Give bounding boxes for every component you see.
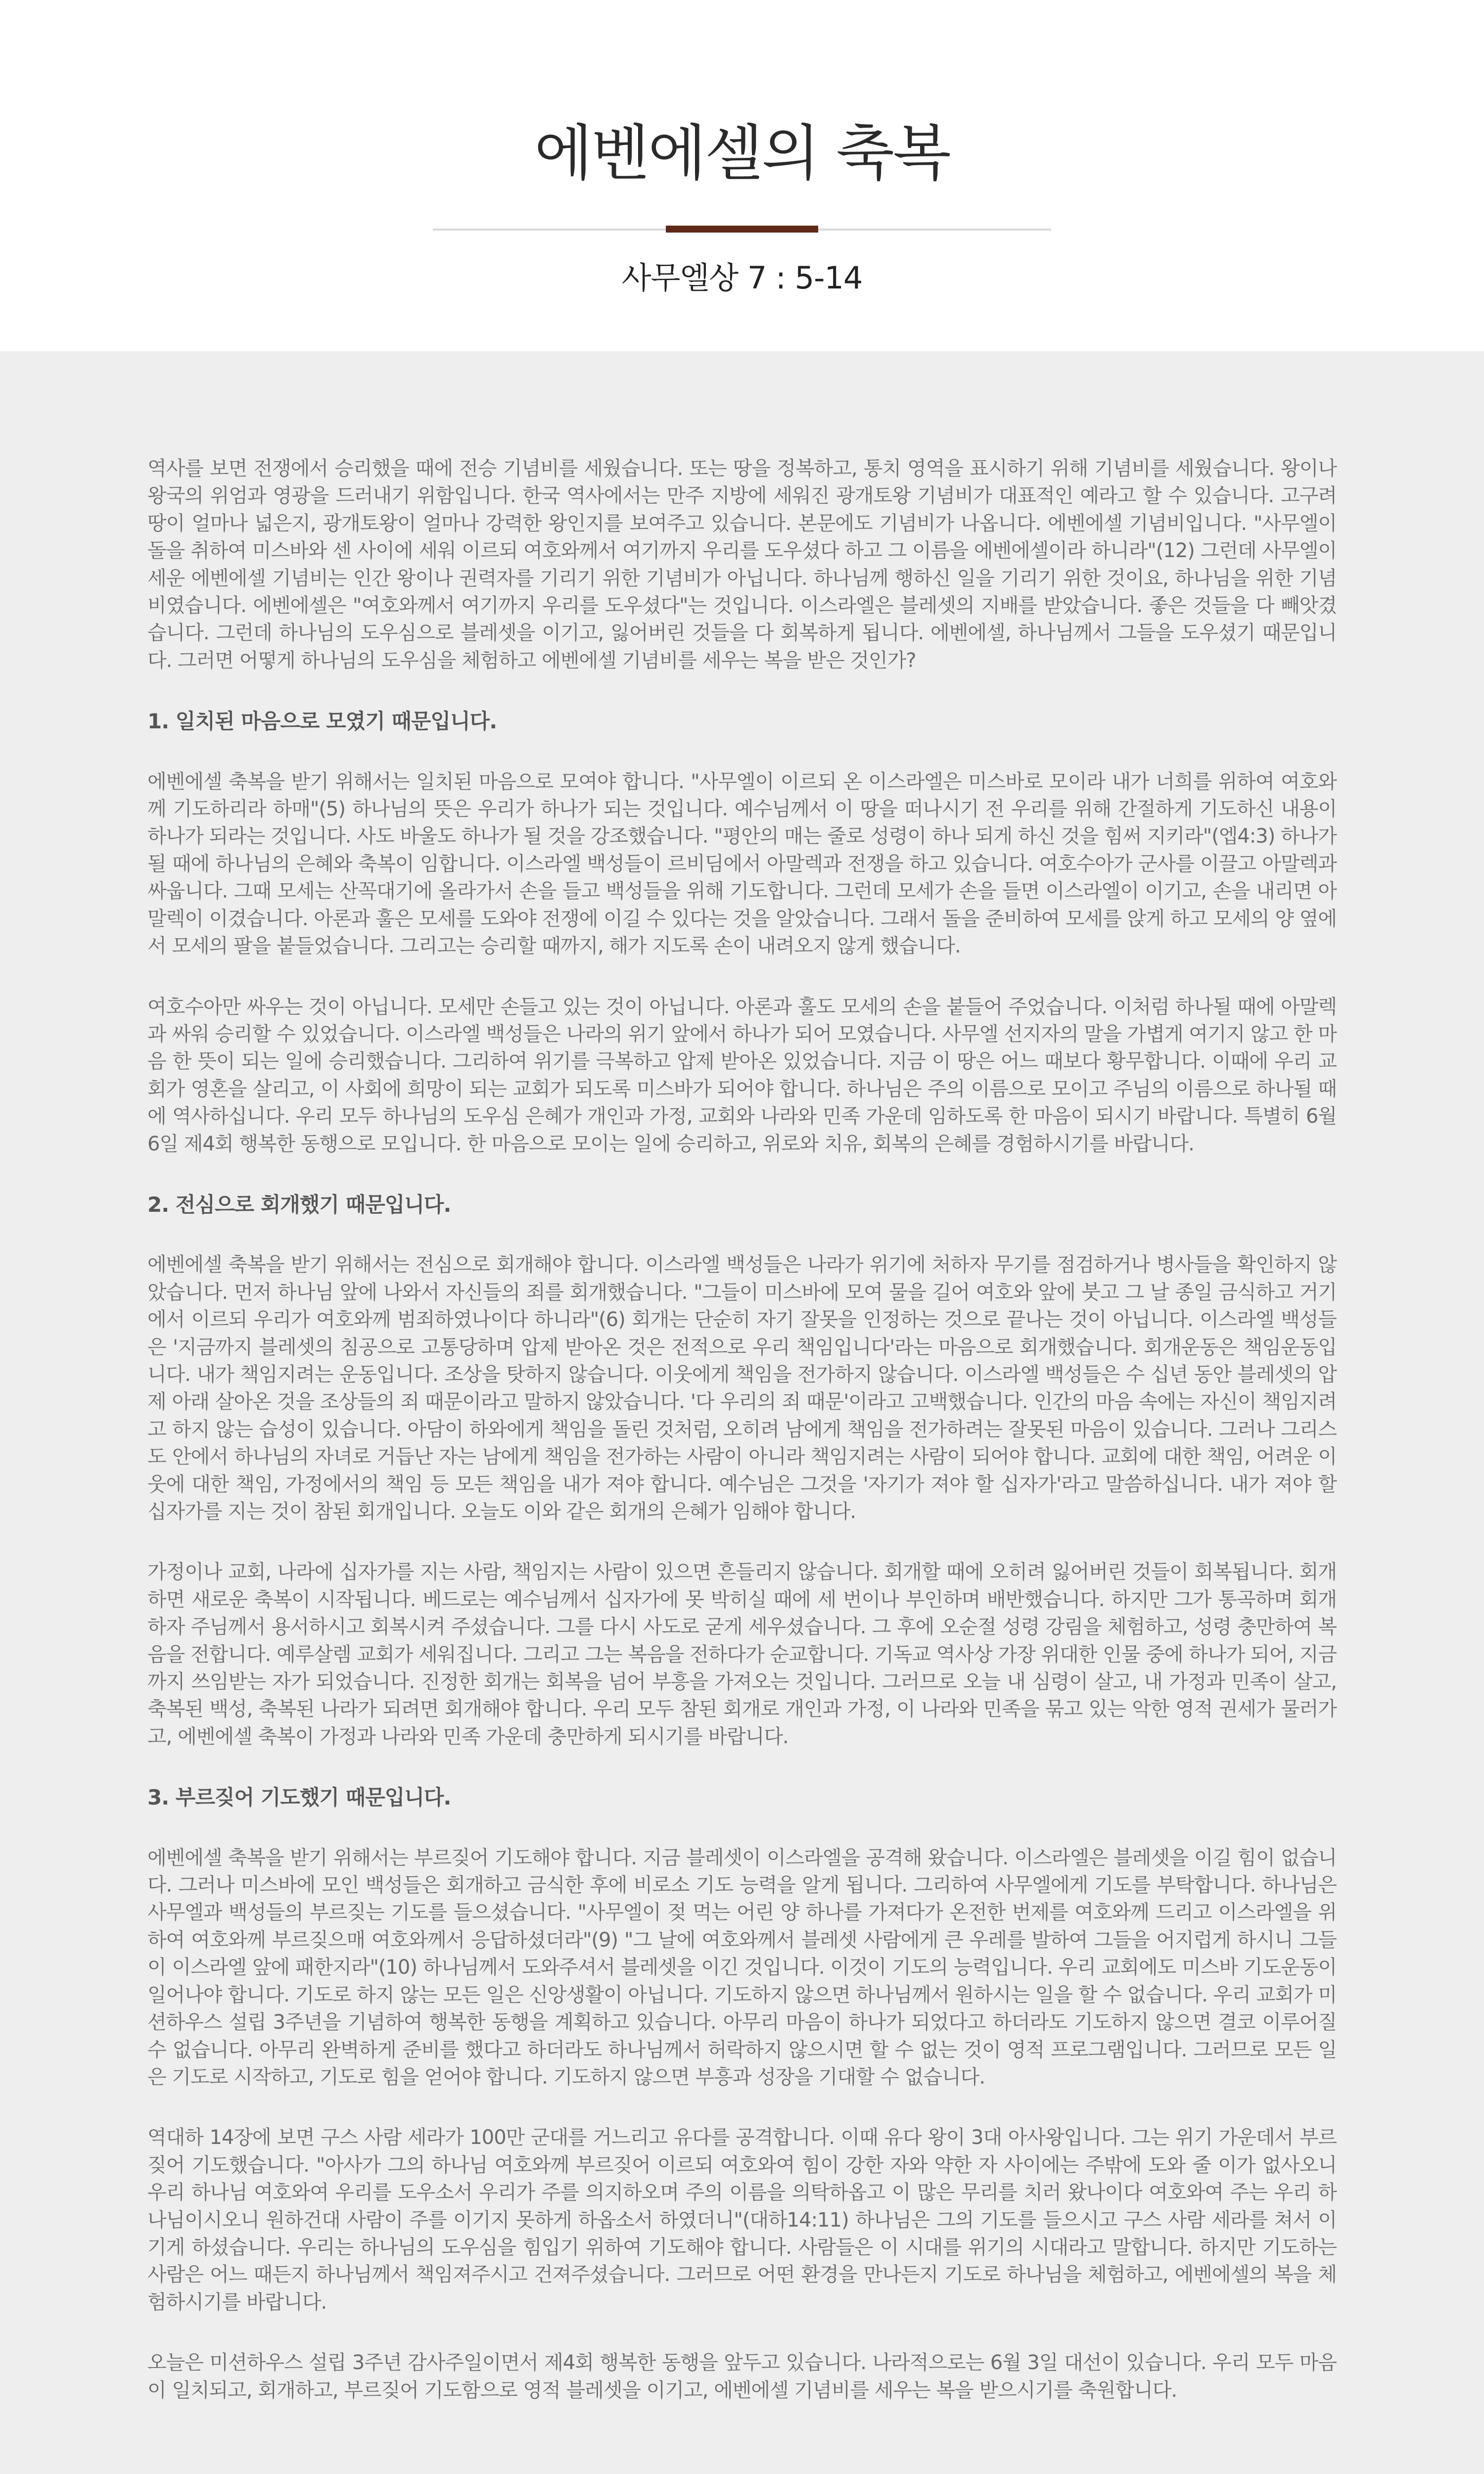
section-heading-1: 1. 일치된 마음으로 모였기 때문입니다.	[147, 709, 497, 734]
title-accent-bar	[666, 226, 818, 233]
paragraph: 가정이나 교회, 나라에 십자가를 지는 사람, 책임지는 사람이 있으면 흔들리지 않습니다. 회개할 때에 오히려 잃어버린 것들이 회복됩니다. 회개하면 새로운 축복이 시작됩니다. 베드로는 예수님께서 십자가에 못 박히실 때에 세 번이나 부인하며 배반했습니다. 하지만 그가 통곡하며 회개하자 주님께서 용서하시고 회복시켜 주셨습니다. 그를 다시 사도로 굳게 세우셨습니다. 그 후에 오순절 성령 강림을 체험하고, 성령 충만하여 복음을 전합니다. 예루살렘 교회가 세워집니다. 그리고 그는 복음을 전하다가 순교합니다. 기독교 역사상 가장 위대한 인물 중에 하나가 되어, 지금까지 쓰임받는 자가 되었습니다. 진정한 회개는 회복을 넘어 부흥을 가져오는 것입니다. 그러므로 오늘 내 심령이 살고, 내 가정과 민족이 살고, 축복된 백성, 축복된 나라가 되려면 회개해야 합니다. 우리 모두 참된 회개로 개인과 가정, 이 나라와 민족을 묶고 있는 악한 영적 권세가 물러가고, 에벤에셀 축복이 가정과 나라와 민족 가운데 충만하게 되시기를 바랍니다.	[147, 1561, 1337, 1748]
header	[0, 0, 1484, 351]
page-title: 에벤에셀의 축복	[534, 118, 950, 189]
paragraph: 여호수아만 싸우는 것이 아닙니다. 모세만 손들고 있는 것이 아닙니다. 아론과 훌도 모세의 손을 붙들어 주었습니다. 이처럼 하나될 때에 아말렉과 싸워 승리할 수 있었습니다. 이스라엘 백성들은 나라의 위기 앞에서 하나가 되어 모였습니다. 사무엘 선지자의 말을 가볍게 여기지 않고 한 마음 한 뜻이 되는 일에 승리했습니다. 그리하여 위기를 극복하고 압제 받아온 있었습니다. 지금 이 땅은 어느 때보다 황무합니다. 이때에 우리 교회가 영혼을 살리고, 이 사회에 희망이 되는 교회가 되도록 미스바가 되어야 합니다. 하나님은 주의 이름으로 모이고 주님의 이름으로 하나될 때에 역사하십니다. 우리 모두 하나님의 도우심 은혜가 개인과 가정, 교회와 나라와 민족 가운데 임하도록 한 마음이 되시기 바랍니다. 특별히 6월 6일 제4회 행복한 동행으로 모입니다. 한 마음으로 모이는 일에 승리하고, 위로와 치유, 회복의 은혜를 경험하시기를 바랍니다.	[147, 995, 1337, 1155]
paragraph: 에벤에셀 축복을 받기 위해서는 전심으로 회개해야 합니다. 이스라엘 백성들은 나라가 위기에 처하자 무기를 점검하거나 병사들을 확인하지 않았습니다. 먼저 하나님 앞에 나와서 자신들의 죄를 회개했습니다. "그들이 미스바에 모여 물을 길어 여호와 앞에 붓고 그 날 종일 금식하고 거기에서 이르되 우리가 여호와께 범죄하였나이다 하니라"(6) 회개는 단순히 자기 잘못을 인정하는 것으로 끝나는 것이 아닙니다. 이스라엘 백성들은 '지금까지 블레셋의 침공으로 고통당하며 압제 받아온 것은 전적으로 우리 책임입니다'라는 마음으로 회개했습니다. 회개운동은 책임운동입니다. 내가 책임지려는 운동입니다. 조상을 탓하지 않습니다. 이웃에게 책임을 전가하지 않습니다. 이스라엘 백성들은 수 십년 동안 블레셋의 압제 아래 살아온 것을 조상들의 죄 때문이라고 말하지 않았습니다. '다 우리의 죄 때문'이라고 고백했습니다. 인간의 마음 속에는 자신이 책임지려고 하지 않는 습성이 있습니다. 아담이 하와에게 책임을 돌린 것처럼, 오히려 남에게 책임을 전가하려는 잘못된 마음이 있습니다. 그러나 그리스도 안에서 하나님의 자녀로 거듭난 자는 남에게 책임을 전가하는 사람이 아니라 책임지려는 사람이 되어야 합니다. 교회에 대한 책임, 어려운 이웃에 대한 책임, 가정에서의 책임 등 모든 책임을 내가 져야 합니다. 예수님은 그것을 '자기가 져야 할 십자가'라고 말씀하십니다. 내가 져야 할 십자가를 지는 것이 참된 회개입니다. 오늘도 이와 같은 회개의 은혜가 임해야 합니다.	[147, 1253, 1337, 1523]
paragraph: 에벤에셀 축복을 받기 위해서는 일치된 마음으로 모여야 합니다. "사무엘이 이르되 온 이스라엘은 미스바로 모이라 내가 너희를 위하여 여호와께 기도하리라 하매"(5) 하나님의 뜻은 우리가 하나가 되는 것입니다. 예수님께서 이 땅을 떠나시기 전 우리를 위해 간절하게 기도하신 내용이 하나가 되라는 것입니다. 사도 바울도 하나가 될 것을 강조했습니다. "평안의 매는 줄로 성령이 하나 되게 하신 것을 힘써 지키라"(엡4:3) 하나가 될 때에 하나님의 은혜와 축복이 임합니다. 이스라엘 백성들이 르비딤에서 아말렉과 전쟁을 하고 있습니다. 여호수아가 군사를 이끌고 아말렉과 싸웁니다. 그때 모세는 산꼭대기에 올라가서 손을 들고 백성들을 위해 기도합니다. 그런데 모세가 손을 들면 이스라엘이 이기고, 손을 내리면 아말렉이 이겼습니다. 아론과 훌은 모세를 도와야 전쟁에 이길 수 있다는 것을 알았습니다. 그래서 돌을 준비하여 모세를 앉게 하고 모세의 양 옆에서 모세의 팔을 붙들었습니다. 그리고는 승리할 때까지, 해가 지도록 손이 내려오지 않게 했습니다.	[147, 770, 1337, 958]
paragraph-closing: 오늘은 미션하우스 설립 3주년 감사주일이면서 제4회 행복한 동행을 앞두고 있습니다. 나라적으로는 6월 3일 대선이 있습니다. 우리 모두 마음이 일치되고, 회개하고, 부르짖어 기도함으로 영적 블레셋을 이기고, 에벤에셀 기념비를 세우는 복을 받으시기를 축원합니다.	[147, 2351, 1337, 2402]
section-heading-2: 2. 전심으로 회개했기 때문입니다.	[147, 1192, 451, 1217]
paragraph: 역대하 14장에 보면 구스 사람 세라가 100만 군대를 거느리고 유다를 공격합니다. 이때 유다 왕이 3대 아사왕입니다. 그는 위기 가운데서 부르짖어 기도했습니다. "아사가 그의 하나님 여호와께 부르짖어 이르되 여호와여 힘이 강한 자와 약한 자 사이에는 주밖에 도와 줄 이가 없사오니 우리 하나님 여호와여 우리를 도우소서 우리가 주를 의지하오며 주의 이름을 의탁하옵고 이 많은 무리를 치러 왔나이다 여호와여 주는 우리 하나님이시오니 원하건대 사람이 주를 이기지 못하게 하옵소서 하였더니"(대하14:11) 하나님은 그의 기도를 들으시고 구스 사람 세라를 쳐서 이기게 하셨습니다. 우리는 하나님의 도우심을 힘입기 위하여 기도해야 합니다. 사람들은 이 시대를 위기의 시대라고 말합니다. 하지만 기도하는 사람은 어느 때든지 하나님께서 책임져주시고 건져주셨습니다. 그러므로 어떤 환경을 만나든지 기도로 하나님을 체험하고, 에벤에셀의 복을 체험하시기를 바랍니다.	[147, 2126, 1337, 2314]
paragraph-intro: 역사를 보면 전쟁에서 승리했을 때에 전승 기념비를 세웠습니다. 또는 땅을 정복하고, 통치 영역을 표시하기 위해 기념비를 세웠습니다. 왕이나 왕국의 위엄과 영광을 드러내기 위함입니다. 한국 역사에서는 만주 지방에 세워진 광개토왕 기념비가 대표적인 예라고 할 수 있습니다. 고구려 땅이 얼마나 넓은지, 광개토왕이 얼마나 강력한 왕인지를 보여주고 있습니다. 본문에도 기념비가 나옵니다. 에벤에셀 기념비입니다. "사무엘이 돌을 취하여 미스바와 센 사이에 세워 이르되 여호와께서 여기까지 우리를 도우셨다 하고 그 이름을 에벤에셀이라 하니라"(12) 그런데 사무엘이 세운 에벤에셀 기념비는 인간 왕이나 권력자를 기리기 위한 기념비가 아닙니다. 하나님께 행하신 일을 기리기 위한 것이요, 하나님을 위한 기념비였습니다. 에벤에셀은 "여호와께서 여기까지 우리를 도우셨다"는 것입니다. 이스라엘은 블레셋의 지배를 받았습니다. 좋은 것들을 다 빼앗겼습니다. 그런데 하나님의 도우심으로 블레셋을 이기고, 잃어버린 것들을 다 회복하게 됩니다. 에벤에셀, 하나님께서 그들을 도우셨기 때문입니다. 그러면 어떻게 하나님의 도우심을 체험하고 에벤에셀 기념비를 세우는 복을 받은 것인가?	[147, 457, 1337, 672]
sermon-body	[147, 455, 1337, 2404]
paragraph: 에벤에셀 축복을 받기 위해서는 부르짖어 기도해야 합니다. 지금 블레셋이 이스라엘을 공격해 왔습니다. 이스라엘은 블레셋을 이길 힘이 없습니다. 그러나 미스바에 모인 백성들은 회개하고 금식한 후에 비로소 기도 능력을 알게 됩니다. 그리하여 사무엘에게 기도를 부탁합니다. 하나님은 사무엘과 백성들의 부르짖는 기도를 들으셨습니다. "사무엘이 젖 먹는 어린 양 하나를 가져다가 온전한 번제를 여호와께 드리고 이스라엘을 위하여 여호와께 부르짖으매 여호와께서 응답하셨더라"(9) "그 날에 여호와께서 블레셋 사람에게 큰 우레를 발하여 그들을 어지럽게 하시니 그들이 이스라엘 앞에 패한지라"(10) 하나님께서 도와주셔서 블레셋을 이긴 것입니다. 이것이 기도의 능력입니다. 우리 교회에도 미스바 기도운동이 일어나야 합니다. 기도로 하지 않는 모든 일은 신앙생활이 아닙니다. 기도하지 않으면 하나님께서 원하시는 일을 할 수 없습니다. 우리 교회가 미션하우스 설립 3주년을 기념하여 행복한 동행을 계획하고 있습니다. 아무리 마음이 하나가 되었다고 하더라도 기도하지 않으면 결코 이루어질 수 없습니다. 아무리 완벽하게 준비를 했다고 하더라도 하나님께서 허락하지 않으시면 할 수 없는 것이 영적 프로그램입니다. 그러므로 모든 일은 기도로 시작하고, 기도로 힘을 얻어야 합니다. 기도하지 않으면 부흥과 성장을 기대할 수 없습니다.	[147, 1846, 1337, 2089]
scripture-reference: 사무엘상 7 : 5-14	[621, 260, 863, 296]
section-heading-3: 3. 부르짖어 기도했기 때문입니다.	[147, 1785, 451, 1810]
